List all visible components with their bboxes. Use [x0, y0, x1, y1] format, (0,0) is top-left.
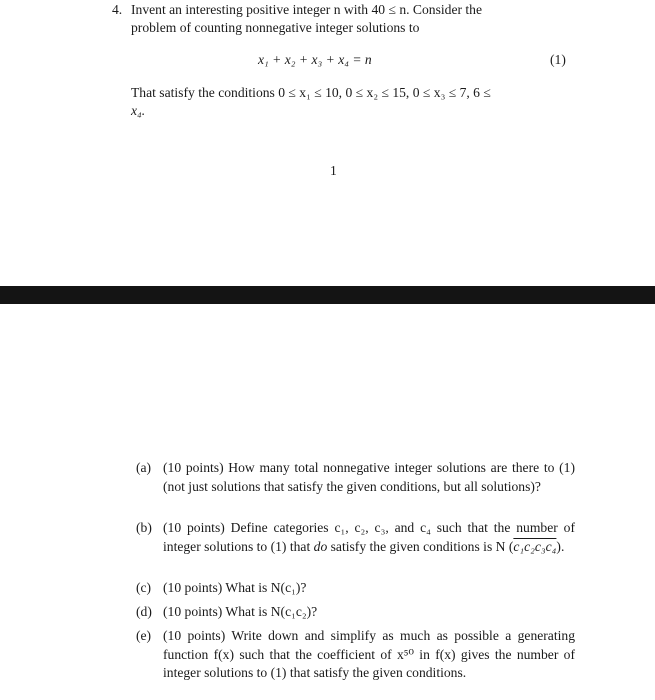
part-d-label: (d): [136, 604, 152, 619]
part-b-label: (b): [136, 520, 152, 535]
part-b-emphasis: do: [313, 538, 328, 554]
part-a-text: (10 points) How many total nonnegative integer solutions are there to (1) (not just solutions that satisfy the given conditions, but all solutions)?: [163, 460, 575, 494]
part-d-text: (10 points) What is N(c₁c₂)?: [163, 604, 318, 619]
part-b-closing: ).: [556, 538, 565, 554]
part-c-text: (10 points) What is N(c₁)?: [163, 580, 307, 595]
equation-label: (1): [550, 52, 566, 67]
part-c-label: (c): [136, 580, 152, 595]
problem-number: 4.: [112, 2, 123, 17]
part-e-label: (e): [136, 628, 152, 643]
problem-intro-line2: problem of counting nonnegative integer solutions to: [131, 20, 420, 35]
page-number: 1: [330, 163, 337, 178]
equation-1: x₁ + x₂ + x₃ + x₄ = n: [258, 52, 372, 67]
page-break-band: [0, 286, 655, 304]
conditions-line2: x₄.: [131, 103, 146, 118]
part-a-label: (a): [136, 460, 152, 475]
part-e-text: (10 points) Write down and simplify as much as possible a generating function f(x) such that the coefficient of x⁵⁰ in f(x) gives the number of integer solutions to (1) that satisfy the given conditions.: [163, 628, 575, 680]
part-b-overline: c₁c₂c₃c₄: [513, 538, 557, 554]
part-b-text-before: (10 points) Define categories c₁, c₂, c₃, and c₄ such that the number of integer solutions to (1) that: [163, 520, 575, 554]
part-b-text-after: satisfy the given conditions is N (: [327, 538, 514, 554]
part-b-text: [163, 519, 575, 556]
problem-intro-line1: Invent an interesting positive integer n with 40 ≤ n. Consider the: [131, 2, 483, 17]
conditions-line1: That satisfy the conditions 0 ≤ x₁ ≤ 10, 0 ≤ x₂ ≤ 15, 0 ≤ x₃ ≤ 7, 6 ≤: [131, 85, 491, 100]
